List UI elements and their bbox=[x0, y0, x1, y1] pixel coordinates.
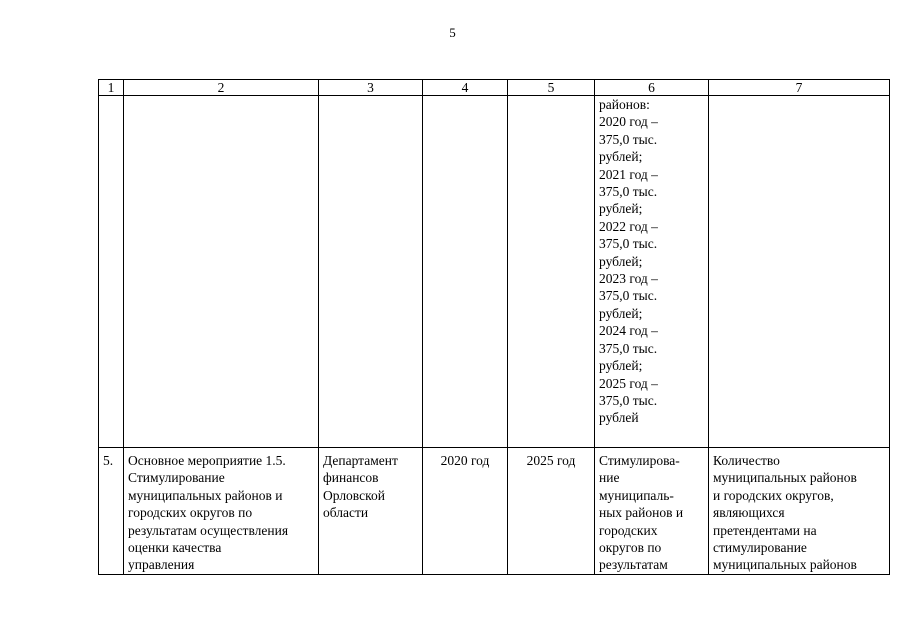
cell-line: муниципальных районов bbox=[713, 557, 857, 573]
cell-line: 375,0 тыс. bbox=[599, 131, 658, 147]
cell-line: результатам bbox=[599, 557, 668, 573]
cell-line: Стимулирова- bbox=[599, 453, 680, 468]
cell-line: Департамент bbox=[323, 453, 398, 468]
indicator-cell bbox=[709, 448, 890, 575]
cell-line: 2024 год – bbox=[599, 323, 658, 339]
cell-line: являющихся bbox=[713, 505, 785, 521]
cell-line: и городских округов, bbox=[713, 487, 834, 503]
cell-line: 375,0 тыс. bbox=[599, 236, 658, 252]
cell-line: управления bbox=[128, 557, 195, 573]
cell-line: 2025 год – bbox=[599, 375, 658, 391]
cont-cell-3 bbox=[319, 96, 423, 448]
header-cell-4: 4 bbox=[423, 80, 508, 96]
cell-line: ние bbox=[599, 470, 620, 486]
header-cell-2: 2 bbox=[124, 80, 319, 96]
cell-line: финансов bbox=[323, 470, 379, 486]
header-cell-6: 6 bbox=[595, 80, 709, 96]
header-cell-7: 7 bbox=[709, 80, 890, 96]
cont-cell-4 bbox=[423, 96, 508, 448]
cell-line: рублей; bbox=[599, 305, 643, 321]
header-row bbox=[99, 80, 890, 96]
cont-cell-5 bbox=[508, 96, 595, 448]
start-year-cell: 2020 год bbox=[423, 448, 508, 575]
cell-line: муниципальных районов bbox=[713, 470, 857, 486]
cell-line: рублей bbox=[599, 410, 639, 426]
program-table bbox=[98, 79, 890, 575]
cell-line: Основное мероприятие 1.5. bbox=[128, 453, 286, 468]
executor-cell bbox=[319, 448, 423, 575]
cell-line: стимулирование bbox=[713, 540, 807, 556]
cont-cell-1 bbox=[99, 96, 124, 448]
cell-line: рублей; bbox=[599, 149, 643, 165]
cell-line: 375,0 тыс. bbox=[599, 392, 658, 408]
continuation-row bbox=[99, 96, 890, 448]
funding-breakdown-cell bbox=[595, 96, 709, 448]
cell-line: городских bbox=[599, 522, 658, 538]
cell-line: 375,0 тыс. bbox=[599, 288, 658, 304]
cell-line: 375,0 тыс. bbox=[599, 184, 658, 200]
cell-line: 375,0 тыс. bbox=[599, 340, 658, 356]
table-row bbox=[99, 448, 890, 575]
cell-line: муниципаль- bbox=[599, 487, 674, 503]
header-cell-5: 5 bbox=[508, 80, 595, 96]
cell-line: муниципальных районов и bbox=[128, 487, 283, 503]
cont-cell-7 bbox=[709, 96, 890, 448]
activity-name-cell bbox=[124, 448, 319, 575]
cell-line: городских округов по bbox=[128, 505, 253, 521]
header-cell-3: 3 bbox=[319, 80, 423, 96]
cell-line: 2023 год – bbox=[599, 271, 658, 287]
cell-line: Орловской bbox=[323, 487, 385, 503]
cell-line: ных районов и bbox=[599, 505, 684, 521]
cell-line: округов по bbox=[599, 540, 662, 556]
cell-line: Стимулирование bbox=[128, 470, 225, 486]
cell-line: районов: bbox=[599, 97, 650, 112]
cont-cell-2 bbox=[124, 96, 319, 448]
row-number: 5. bbox=[99, 448, 124, 575]
end-year-cell: 2025 год bbox=[508, 448, 595, 575]
cell-line: 2020 год – bbox=[599, 114, 658, 130]
cell-line: Количество bbox=[713, 453, 780, 468]
cell-line: оценки качества bbox=[128, 540, 222, 556]
cell-line: рублей; bbox=[599, 201, 643, 217]
expected-result-cell bbox=[595, 448, 709, 575]
cell-line: рублей; bbox=[599, 253, 643, 269]
header-cell-1: 1 bbox=[99, 80, 124, 96]
cell-line: 2021 год – bbox=[599, 166, 658, 182]
cell-line: претендентами на bbox=[713, 522, 817, 538]
cell-line: рублей; bbox=[599, 358, 643, 374]
page-number: 5 bbox=[449, 25, 456, 40]
cell-line: 2022 год – bbox=[599, 218, 658, 234]
cell-line: области bbox=[323, 505, 369, 521]
cell-line: результатам осуществления bbox=[128, 522, 289, 538]
